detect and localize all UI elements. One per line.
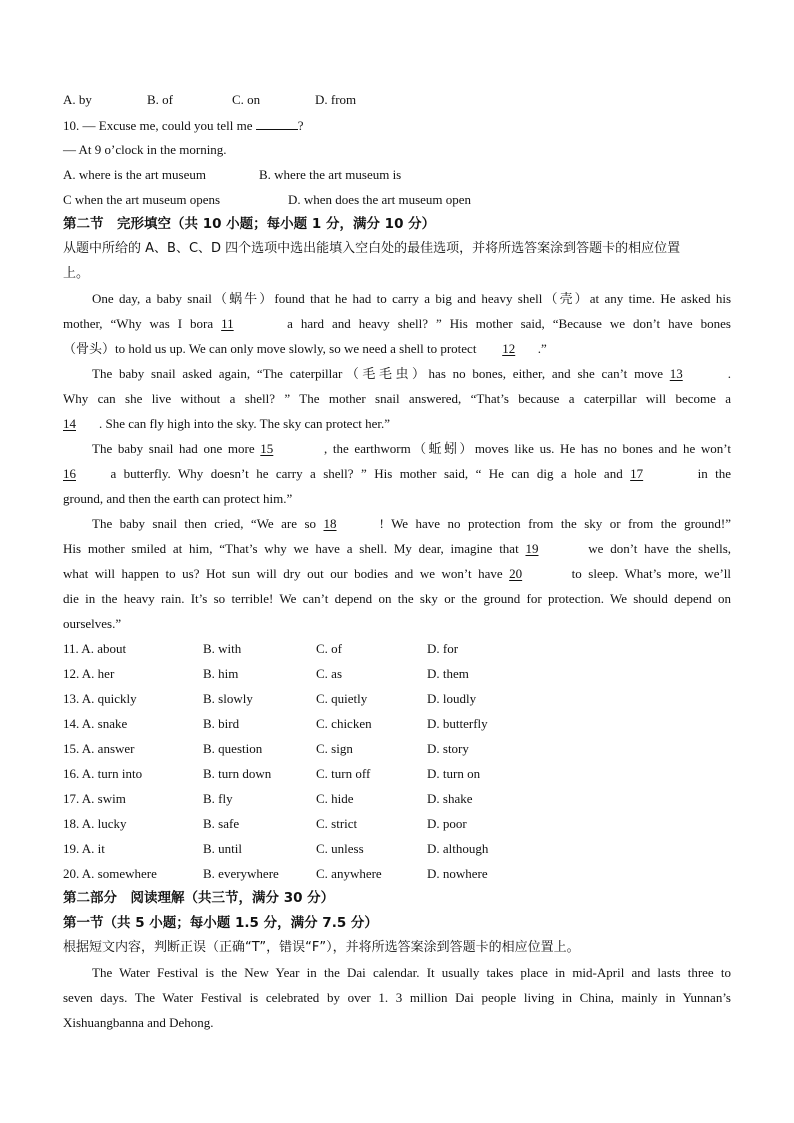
cloze-option: B. everywhere xyxy=(203,866,279,881)
cloze-option: C. of xyxy=(316,641,342,656)
blank-13: 13 xyxy=(669,366,683,381)
passage-line: His mother smiled at him, “That’s why we have a shell. My dear, imagine that 19 we don’t have the shells, xyxy=(63,541,732,556)
q9-option-b: B. of xyxy=(147,92,173,107)
q9-option-c: C. on xyxy=(232,92,261,107)
cloze-option: B. safe xyxy=(203,816,240,831)
cloze-option: D. nowhere xyxy=(427,866,488,881)
section-heading: 第二节 完形填空（共 10 小题；每小题 1 分，满分 10 分） xyxy=(63,216,436,232)
passage-line: mother, “Why was I bora 11 a hard and heavy shell? ” His mother said, “Because we don’t have bones xyxy=(63,316,731,331)
blank-15: 15 xyxy=(260,441,274,456)
cloze-option: D. poor xyxy=(427,816,467,831)
cloze-option: D. shake xyxy=(427,791,473,806)
cloze-option: C. as xyxy=(316,666,342,681)
cloze-option: D. turn on xyxy=(427,766,481,781)
cloze-option: B. bird xyxy=(203,716,240,731)
q10-question: 10. — Excuse me, could you tell me ? xyxy=(63,118,304,133)
cloze-option: 11. A. about xyxy=(63,641,127,656)
cloze-option: C. hide xyxy=(316,791,354,806)
cloze-option: D. story xyxy=(427,741,469,756)
q9-option-a: A. by xyxy=(63,92,92,107)
cloze-option: D. them xyxy=(427,666,469,681)
reading-line: Xishuangbanna and Dehong. xyxy=(63,1015,214,1030)
cloze-option: B. until xyxy=(203,841,243,856)
cloze-option: B. with xyxy=(203,641,242,656)
cloze-option: 13. A. quickly xyxy=(63,691,137,706)
part2-section1-heading: 第一节（共 5 小题；每小题 1.5 分，满分 7.5 分） xyxy=(63,915,378,931)
blank-14: 14 xyxy=(63,416,76,431)
blank-11: 11 xyxy=(221,316,234,331)
blank-16: 16 xyxy=(63,466,76,481)
passage-line: ourselves.” xyxy=(63,616,122,631)
section-instruction: 从题中所给的 A、B、C、D 四个选项中选出能填入空白处的最佳选项，并将所选答案涂到答题卡的相应位置 xyxy=(63,241,681,256)
q10-option-d: D. when does the art museum open xyxy=(288,192,472,207)
cloze-option: 14. A. snake xyxy=(63,716,128,731)
cloze-option: C. anywhere xyxy=(316,866,382,881)
passage-line: ground, and then the earth can protect him.” xyxy=(63,491,293,506)
cloze-option: C. strict xyxy=(316,816,358,831)
cloze-option: D. loudly xyxy=(427,691,477,706)
cloze-option: C. sign xyxy=(316,741,353,756)
cloze-option: 19. A. it xyxy=(63,841,105,856)
passage-line: The baby snail asked again, “The caterpillar（毛毛虫）has no bones, either, and she can’t move 13 . xyxy=(92,366,731,381)
cloze-option: 18. A. lucky xyxy=(63,816,127,831)
cloze-option: C. turn off xyxy=(316,766,371,781)
reading-line: The Water Festival is the New Year in the Dai calendar. It usually takes place in mid-April and lasts three to xyxy=(92,965,731,980)
cloze-option: 15. A. answer xyxy=(63,741,135,756)
blank-19: 19 xyxy=(525,541,539,556)
cloze-option: C. chicken xyxy=(316,716,372,731)
passage-line: One day, a baby snail（蜗牛）found that he had to carry a big and heavy shell（壳）at any time. He asked his xyxy=(92,291,731,306)
cloze-option: D. although xyxy=(427,841,489,856)
passage-line: 16 a butterfly. Why doesn’t he carry a shell? ” His mother said, “ He can dig a hole and 17 in the xyxy=(63,466,732,481)
passage-line: The baby snail had one more 15 , the earthworm（蚯蚓）moves like us. He has no bones and he won’t xyxy=(92,441,732,456)
q9-option-d: D. from xyxy=(315,92,357,107)
cloze-option: B. fly xyxy=(203,791,233,806)
q10-option-c: C when the art museum opens xyxy=(63,192,221,207)
blank-20: 20 xyxy=(509,566,523,581)
blank-18: 18 xyxy=(323,516,337,531)
passage-line: The baby snail then cried, “We are so 18 ! We have no protection from the sky or from the ground!” xyxy=(92,516,732,531)
cloze-option: B. slowly xyxy=(203,691,253,706)
part2-heading: 第二部分 阅读理解（共三节，满分 30 分） xyxy=(63,890,335,906)
passage-line: die in the heavy rain. It’s so terrible! We can’t depend on the sky or the ground for protection. We should depend on xyxy=(63,591,731,606)
q10-option-a: A. where is the art museum xyxy=(63,167,206,182)
part2-instruction: 根据短文内容，判断正误（正确“T”，错误“F”），并将所选答案涂到答题卡的相应位置上。 xyxy=(63,940,580,955)
blank-17: 17 xyxy=(630,466,644,481)
cloze-option: B. turn down xyxy=(203,766,272,781)
passage-line: 14 . She can fly high into the sky. The sky can protect her.” xyxy=(63,416,390,431)
cloze-option: D. butterfly xyxy=(427,716,488,731)
cloze-option: B. question xyxy=(203,741,263,756)
cloze-option: 17. A. swim xyxy=(63,791,126,806)
q10-answer: — At 9 o’clock in the morning. xyxy=(63,142,227,157)
q10-option-b: B. where the art museum is xyxy=(259,167,402,182)
cloze-option: C. unless xyxy=(316,841,364,856)
cloze-option: B. him xyxy=(203,666,239,681)
cloze-option: 12. A. her xyxy=(63,666,115,681)
cloze-option: 20. A. somewhere xyxy=(63,866,157,881)
q10-blank xyxy=(256,117,298,130)
section-instruction-cont: 上。 xyxy=(63,266,90,281)
blank-12: 12 xyxy=(502,341,516,356)
passage-line: what will happen to us? Hot sun will dry out our bodies and we won’t have 20 to sleep. What’s more, we’ll xyxy=(63,566,732,581)
cloze-option: D. for xyxy=(427,641,459,656)
cloze-option: C. quietly xyxy=(316,691,368,706)
cloze-option: 16. A. turn into xyxy=(63,766,143,781)
passage-line: （骨头）to hold us up. We can only move slowly, so we need a shell to protect 12 .” xyxy=(63,341,547,356)
passage-line: Why can she live without a shell? ” The mother snail answered, “That’s because a caterpillar will become a xyxy=(63,391,731,406)
reading-line: seven days. The Water Festival is celebrated by over 1. 3 million Dai people living in China, mainly in Yunnan’s xyxy=(63,990,731,1005)
